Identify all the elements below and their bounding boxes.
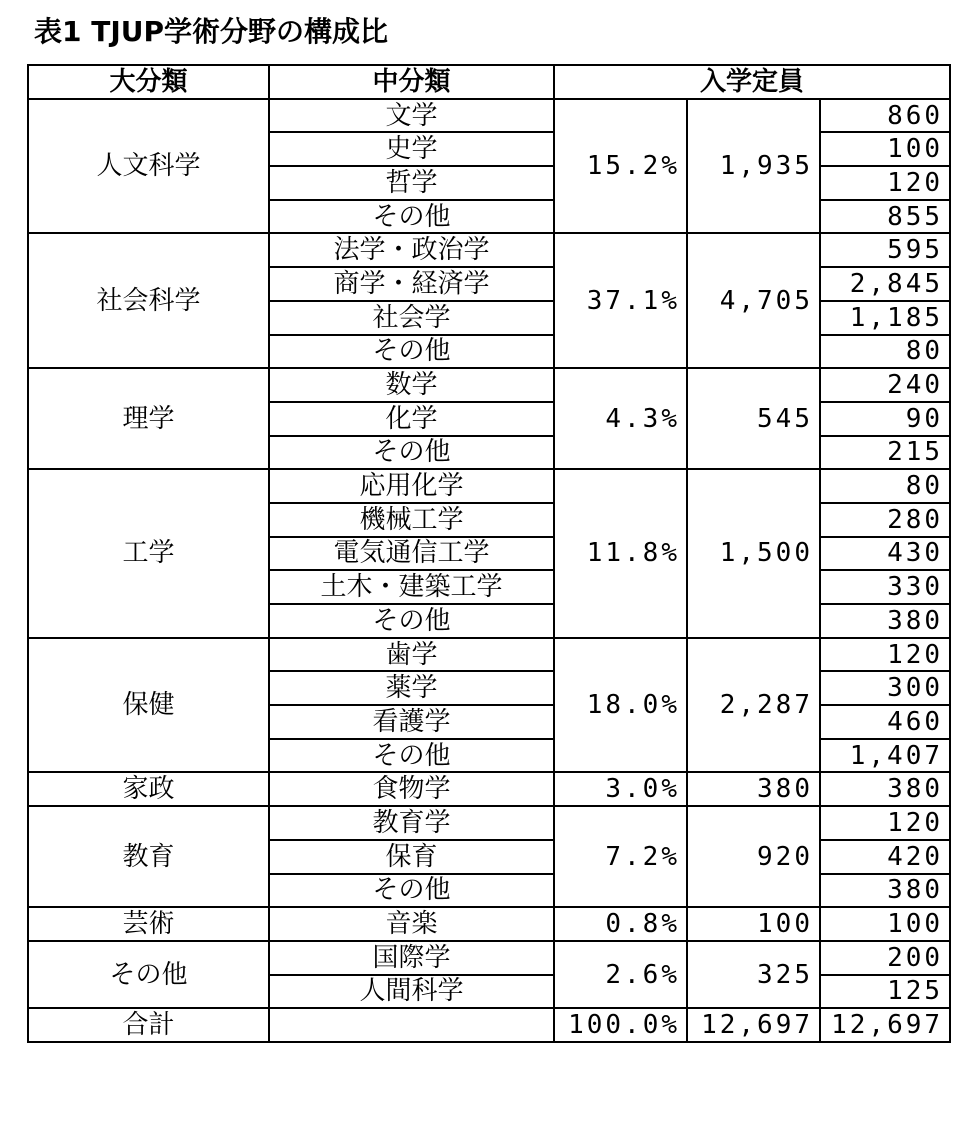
enrollment-value-cell: 280 [820,503,950,537]
enrollment-value-cell: 380 [820,874,950,908]
group-total-cell: 100 [687,907,820,941]
major-category-cell: 工学 [28,469,269,637]
group-total-cell: 1,935 [687,99,820,234]
enrollment-value-cell: 125 [820,975,950,1009]
share-percent-cell: 15.2% [554,99,687,234]
minor-category-cell: 応用化学 [269,469,554,503]
total-label-cell: 合計 [28,1008,269,1042]
major-category-cell: 教育 [28,806,269,907]
major-category-cell: その他 [28,941,269,1008]
grand-total-cell: 12,697 [687,1008,820,1042]
group-total-cell: 2,287 [687,638,820,773]
enrollment-value-cell: 1,185 [820,301,950,335]
minor-category-cell: 国際学 [269,941,554,975]
total-minor-cell [269,1008,554,1042]
enrollment-value-cell: 120 [820,806,950,840]
minor-category-cell: その他 [269,436,554,470]
group-total-cell: 4,705 [687,233,820,368]
enrollment-value-cell: 100 [820,907,950,941]
enrollment-value-cell: 595 [820,233,950,267]
minor-category-cell: 保育 [269,840,554,874]
minor-category-cell: その他 [269,874,554,908]
major-category-cell: 保健 [28,638,269,773]
share-percent-cell: 0.8% [554,907,687,941]
share-percent-cell: 2.6% [554,941,687,1008]
total-percent-cell: 100.0% [554,1008,687,1042]
enrollment-value-cell: 240 [820,368,950,402]
minor-category-cell: 人間科学 [269,975,554,1009]
table-title: 表1 TJUP学術分野の構成比 [34,15,389,48]
enrollment-value-cell: 430 [820,537,950,571]
group-total-cell: 920 [687,806,820,907]
table-row [28,469,950,503]
group-total-cell: 545 [687,368,820,469]
group-total-cell: 380 [687,772,820,806]
enrollment-value-cell: 120 [820,638,950,672]
enrollment-value-cell: 860 [820,99,950,133]
table-body [28,99,950,1042]
major-category-cell: 社会科学 [28,233,269,368]
minor-category-cell: 看護学 [269,705,554,739]
minor-category-cell: 薬学 [269,671,554,705]
major-category-cell: 人文科学 [28,99,269,234]
major-category-cell: 家政 [28,772,269,806]
header-enrollment: 入学定員 [554,65,950,99]
header-row [28,65,950,99]
share-percent-cell: 7.2% [554,806,687,907]
table-row [28,233,950,267]
minor-category-cell: 哲学 [269,166,554,200]
table-row [28,638,950,672]
enrollment-value-cell: 80 [820,335,950,369]
enrollment-table [27,64,951,1043]
minor-category-cell: その他 [269,335,554,369]
minor-category-cell: 機械工学 [269,503,554,537]
table-row [28,368,950,402]
enrollment-value-cell: 380 [820,772,950,806]
grand-total-value-cell: 12,697 [820,1008,950,1042]
major-category-cell: 理学 [28,368,269,469]
share-percent-cell: 18.0% [554,638,687,773]
share-percent-cell: 4.3% [554,368,687,469]
table-row [28,806,950,840]
enrollment-value-cell: 80 [820,469,950,503]
minor-category-cell: 文学 [269,99,554,133]
minor-category-cell: 食物学 [269,772,554,806]
minor-category-cell: 史学 [269,132,554,166]
total-row [28,1008,950,1042]
enrollment-value-cell: 1,407 [820,739,950,773]
minor-category-cell: 化学 [269,402,554,436]
enrollment-value-cell: 2,845 [820,267,950,301]
enrollment-value-cell: 100 [820,132,950,166]
group-total-cell: 1,500 [687,469,820,637]
major-category-cell: 芸術 [28,907,269,941]
enrollment-value-cell: 855 [820,200,950,234]
table-row [28,907,950,941]
share-percent-cell: 3.0% [554,772,687,806]
table-row [28,99,950,133]
share-percent-cell: 11.8% [554,469,687,637]
minor-category-cell: 土木・建築工学 [269,570,554,604]
minor-category-cell: 法学・政治学 [269,233,554,267]
enrollment-value-cell: 460 [820,705,950,739]
minor-category-cell: 数学 [269,368,554,402]
enrollment-value-cell: 380 [820,604,950,638]
minor-category-cell: その他 [269,604,554,638]
enrollment-value-cell: 215 [820,436,950,470]
minor-category-cell: 教育学 [269,806,554,840]
minor-category-cell: 電気通信工学 [269,537,554,571]
minor-category-cell: 社会学 [269,301,554,335]
table-row [28,941,950,975]
enrollment-value-cell: 90 [820,402,950,436]
enrollment-value-cell: 120 [820,166,950,200]
table-row [28,772,950,806]
enrollment-value-cell: 330 [820,570,950,604]
share-percent-cell: 37.1% [554,233,687,368]
group-total-cell: 325 [687,941,820,1008]
minor-category-cell: その他 [269,739,554,773]
minor-category-cell: 音楽 [269,907,554,941]
enrollment-value-cell: 300 [820,671,950,705]
header-minor: 中分類 [269,65,554,99]
enrollment-value-cell: 200 [820,941,950,975]
minor-category-cell: 商学・経済学 [269,267,554,301]
enrollment-value-cell: 420 [820,840,950,874]
minor-category-cell: 歯学 [269,638,554,672]
minor-category-cell: その他 [269,200,554,234]
header-major: 大分類 [28,65,269,99]
